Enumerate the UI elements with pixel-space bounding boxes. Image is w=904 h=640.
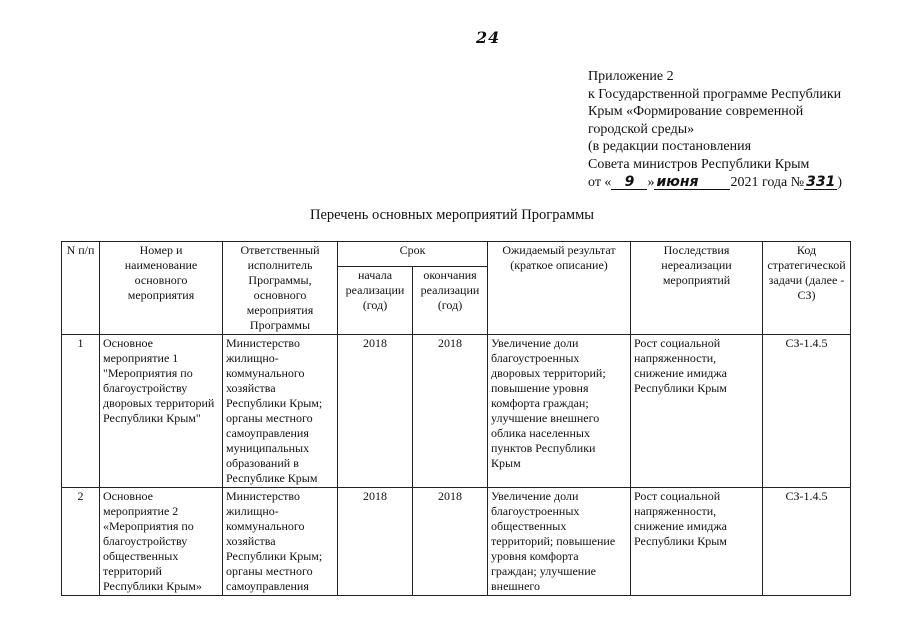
header-num: N п/п <box>62 242 100 335</box>
date-day-handwritten: 9 <box>611 175 647 190</box>
header-consequences: Последствия нереализации мероприятий <box>631 242 763 335</box>
cell-num: 1 <box>62 335 100 488</box>
header-end: окончания реализации (год) <box>413 267 488 335</box>
cell-name: Основное мероприятие 1 "Мероприятия по благоустройству дворовых территорий Республики Крым" <box>100 335 223 488</box>
header-term: Срок <box>338 242 488 267</box>
appendix-date-line <box>588 174 888 192</box>
cell-start: 2018 <box>338 488 413 596</box>
cell-result: Увеличение доли благоустроенных дворовых территорий; повышение уровня комфорта граждан; улучшение внешнего облика населенных пунктов Республики Крым <box>488 335 631 488</box>
header-executor: Ответственный исполнитель Программы, основного мероприятия Программы <box>223 242 338 335</box>
doc-number-handwritten: 331 <box>806 173 836 190</box>
cell-result: Увеличение доли благоустроенных общественных территорий; повышение уровня комфорта граждан; улучшение внешнего <box>488 488 631 596</box>
page-number: 24 <box>476 28 501 47</box>
header-result: Ожидаемый результат (краткое описание) <box>488 242 631 335</box>
cell-executor: Министерство жилищно-коммунального хозяйства Республики Крым; органы местного самоуправления муниципальных образований в Республике Крым <box>223 335 338 488</box>
header-start: начала реализации (год) <box>338 267 413 335</box>
header-code: Код стратегической задачи (далее - СЗ) <box>763 242 851 335</box>
appendix-line: Крым «Формирование современной <box>588 104 804 120</box>
date-year: 2021 года № <box>730 174 805 190</box>
appendix-block <box>588 68 888 191</box>
cell-name: Основное мероприятие 2 «Мероприятия по благоустройству общественных территорий Республики Крым» <box>100 488 223 596</box>
cell-consequences: Рост социальной напряженности, снижение имиджа Республики Крым <box>631 335 763 488</box>
header-row <box>62 242 851 267</box>
date-month-handwritten: июня <box>654 175 730 190</box>
cell-end: 2018 <box>413 488 488 596</box>
measures-table <box>61 241 851 596</box>
appendix-line: (в редакции постановления <box>588 139 752 155</box>
cell-num: 2 <box>62 488 100 596</box>
appendix-line: Приложение 2 <box>588 69 674 84</box>
document-title: Перечень основных мероприятий Программы <box>310 207 594 223</box>
date-sep: » <box>647 174 655 190</box>
cell-code: СЗ-1.4.5 <box>763 335 851 488</box>
appendix-line: Совета министров Республики Крым <box>588 156 810 172</box>
cell-consequences: Рост социальной напряженности, снижение имиджа Республики Крым <box>631 488 763 596</box>
cell-start: 2018 <box>338 335 413 488</box>
cell-executor: Министерство жилищно-коммунального хозяйства Республики Крым; органы местного самоуправления <box>223 488 338 596</box>
cell-end: 2018 <box>413 335 488 488</box>
cell-code: СЗ-1.4.5 <box>763 488 851 596</box>
date-close: ) <box>837 174 843 190</box>
date-prefix: от « <box>588 174 612 190</box>
table-row <box>62 488 851 596</box>
appendix-line: городской среды» <box>588 121 695 137</box>
appendix-line: к Государственной программе Республики <box>588 86 842 102</box>
header-name: Номер и наименование основного мероприятия <box>100 242 223 335</box>
table-row <box>62 335 851 488</box>
